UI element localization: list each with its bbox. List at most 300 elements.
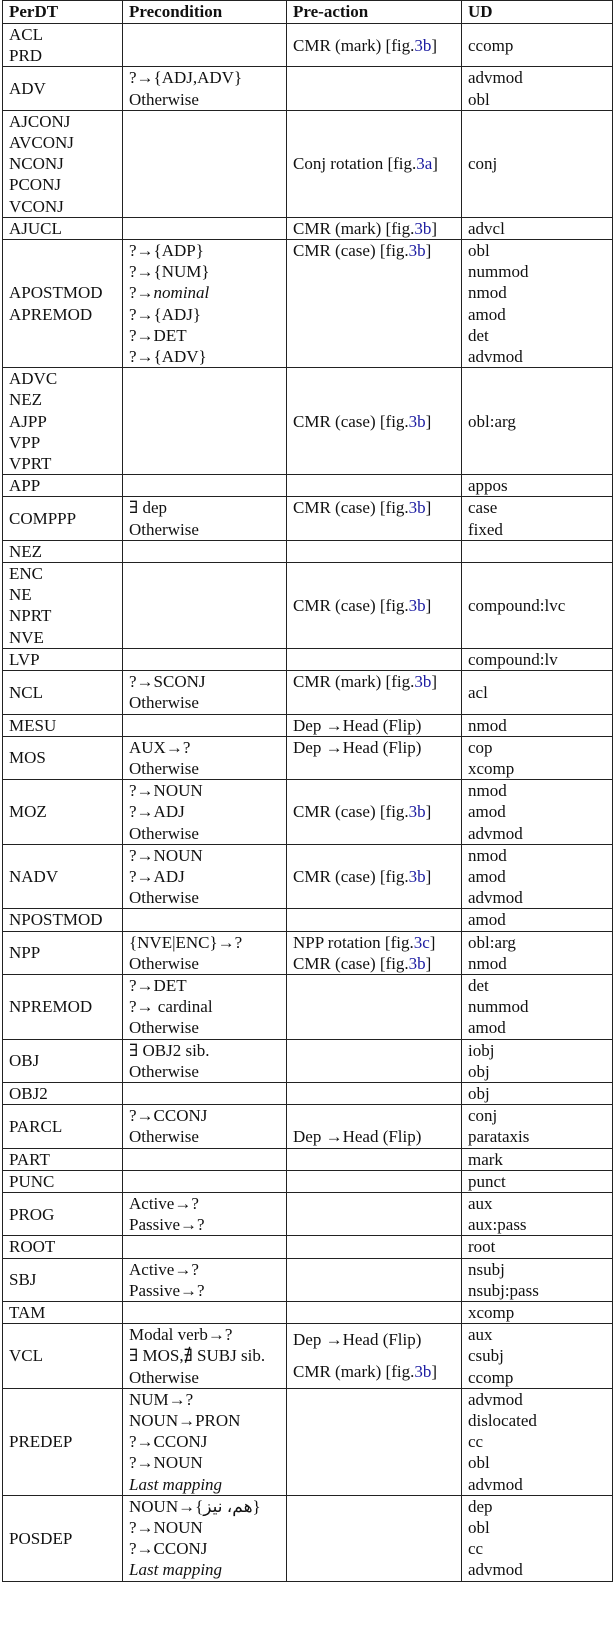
pre-action-cell-content <box>293 153 461 174</box>
figure-reference-link[interactable]: 3a <box>416 154 433 174</box>
precondition-cell-line: ∃ OBJ2 sib. <box>129 1040 210 1060</box>
precondition-cell <box>123 1192 287 1235</box>
table-row <box>3 563 613 649</box>
table-row <box>3 1324 613 1389</box>
ud-cell <box>462 1105 613 1148</box>
header-precondition: Precondition <box>123 1 287 24</box>
line-text-end: ] <box>425 802 432 822</box>
ud-cell-content <box>468 780 612 844</box>
perdt-cell-content <box>9 282 122 324</box>
table-row <box>3 1039 613 1082</box>
precondition-cell-line: ?→ADJ <box>129 802 185 822</box>
precondition-cell <box>123 1039 287 1082</box>
ud-cell <box>462 1388 613 1495</box>
pre-action-cell-line <box>293 218 461 239</box>
perdt-cell-content <box>9 541 122 562</box>
pre-action-cell <box>287 671 462 714</box>
pre-action-cell-line <box>293 1361 461 1382</box>
line-text: CMR (mark) [fig. <box>293 35 415 55</box>
precondition-cell-line: Active→? <box>129 1193 199 1213</box>
line-text-end: ] <box>429 932 436 952</box>
perdt-cell <box>3 1258 123 1301</box>
table-row <box>3 1148 613 1170</box>
ud-cell <box>462 780 613 845</box>
perdt-cell-line: NEZ <box>9 541 43 561</box>
table-row <box>3 671 613 714</box>
precondition-cell-line <box>129 1474 286 1495</box>
table-row <box>3 1388 613 1495</box>
precondition-cell <box>123 844 287 909</box>
ud-cell-line: compound:lv <box>468 649 558 669</box>
perdt-cell <box>3 1301 123 1323</box>
perdt-cell-line: ROOT <box>9 1237 56 1257</box>
pre-action-cell-line <box>293 153 461 174</box>
perdt-cell-content <box>9 218 122 239</box>
precondition-cell <box>123 648 287 670</box>
perdt-cell-line: NE <box>9 585 32 605</box>
pre-action-cell <box>287 736 462 779</box>
precondition-cell-line: {NVE|ENC}→? <box>129 932 243 952</box>
ud-cell <box>462 736 613 779</box>
line-text-end: ] <box>432 154 438 174</box>
precondition-cell <box>123 1388 287 1495</box>
ud-cell-line: ccomp <box>468 1367 514 1387</box>
perdt-cell-content <box>9 1431 122 1452</box>
perdt-cell-content <box>9 563 122 648</box>
perdt-cell <box>3 1495 123 1581</box>
perdt-cell <box>3 1039 123 1082</box>
perdt-cell <box>3 1170 123 1192</box>
precondition-cell-line: ?→SCONJ <box>129 672 206 692</box>
line-text-end: ] <box>431 1362 438 1382</box>
precondition-cell <box>123 1258 287 1301</box>
line-text: CMR (mark) [fig. <box>293 1362 415 1382</box>
ud-cell <box>462 368 613 475</box>
pre-action-cell <box>287 368 462 475</box>
ud-cell-line: nsubj <box>468 1259 505 1279</box>
table-row <box>3 1301 613 1323</box>
ud-cell-line: xcomp <box>468 1302 515 1322</box>
precondition-cell-line: Otherwise <box>129 758 199 778</box>
table-row <box>3 24 613 67</box>
table-row <box>3 909 613 931</box>
pre-action-cell-content <box>293 35 461 56</box>
ud-cell-line: appos <box>468 476 508 496</box>
ud-cell <box>462 909 613 931</box>
precondition-cell-line <box>129 282 286 303</box>
perdt-cell-line: PROG <box>9 1204 55 1224</box>
perdt-cell <box>3 931 123 974</box>
pre-action-cell <box>287 1258 462 1301</box>
ud-cell-content <box>468 1149 612 1170</box>
pre-action-cell <box>287 1388 462 1495</box>
perdt-cell-content <box>9 649 122 670</box>
ud-cell-line: obl <box>468 1518 490 1538</box>
ud-cell-line: conj <box>468 154 498 174</box>
perdt-cell <box>3 368 123 475</box>
precondition-cell-line: ?→{ADJ,ADV} <box>129 68 243 88</box>
table-row <box>3 844 613 909</box>
perdt-cell <box>3 475 123 497</box>
table-row <box>3 110 613 217</box>
table-row <box>3 648 613 670</box>
ud-cell <box>462 1495 613 1581</box>
ud-cell-content <box>468 1236 612 1257</box>
table-row <box>3 1105 613 1148</box>
precondition-cell <box>123 1301 287 1323</box>
figure-reference-link[interactable]: 3b <box>408 411 426 431</box>
line-text-end: ] <box>425 595 432 615</box>
line-text: CMR (mark) [fig. <box>293 218 415 238</box>
perdt-cell-line: VCONJ <box>9 196 64 216</box>
header-perdt: PerDT <box>3 1 123 24</box>
pre-action-cell-line <box>293 411 461 432</box>
ud-cell-content <box>468 35 612 56</box>
figure-reference-link[interactable]: 3b <box>408 595 426 615</box>
ud-cell-line: fixed <box>468 519 503 539</box>
italic-text: Last mapping <box>129 1560 223 1580</box>
perdt-cell <box>3 844 123 909</box>
precondition-cell-line: ?→ cardinal <box>129 997 213 1017</box>
precondition-cell <box>123 736 287 779</box>
precondition-cell-content <box>129 1259 286 1301</box>
ud-cell-line: aux <box>468 1193 493 1213</box>
ud-cell-content <box>468 475 612 496</box>
ud-cell <box>462 1258 613 1301</box>
ud-cell-line: det <box>468 325 489 345</box>
ud-cell-content <box>468 595 612 616</box>
perdt-cell <box>3 67 123 110</box>
perdt-cell-content <box>9 1345 122 1366</box>
perdt-cell <box>3 1192 123 1235</box>
ud-cell-line: parataxis <box>468 1127 530 1147</box>
ud-cell-content <box>468 715 612 736</box>
perdt-cell-line: APREMOD <box>9 304 93 324</box>
precondition-cell <box>123 24 287 67</box>
pre-action-cell-line: Dep →Head (Flip) <box>293 715 422 735</box>
precondition-cell-line: ?→NOUN <box>129 1453 203 1473</box>
figure-reference-link[interactable]: 3b <box>408 866 426 886</box>
ud-cell-content <box>468 1496 612 1581</box>
ud-cell <box>462 540 613 562</box>
precondition-cell-content <box>129 780 286 844</box>
ud-cell-line: nummod <box>468 262 529 282</box>
pre-action-cell-content <box>293 240 461 261</box>
perdt-cell-line: MOZ <box>9 802 47 822</box>
ud-cell <box>462 240 613 368</box>
precondition-cell-line: ∃ MOS,∄ SUBJ sib. <box>129 1346 266 1366</box>
ud-cell-content <box>468 1389 612 1495</box>
pre-action-cell <box>287 217 462 239</box>
precondition-cell-content <box>129 845 286 909</box>
precondition-cell-line: ?→DET <box>129 975 187 995</box>
line-text: NPP rotation [fig. <box>293 932 414 952</box>
ud-cell-line: obl:arg <box>468 932 516 952</box>
perdt-cell-line: ACL <box>9 25 43 44</box>
precondition-cell-line: Otherwise <box>129 1127 199 1147</box>
pre-action-cell-line <box>293 240 461 261</box>
perdt-cell-line: AVCONJ <box>9 133 74 153</box>
perdt-cell-content <box>9 1149 122 1170</box>
line-text-end: ] <box>425 411 432 431</box>
ud-cell-content <box>468 1083 612 1104</box>
pre-action-cell-content <box>293 1324 461 1388</box>
precondition-cell <box>123 475 287 497</box>
perdt-cell-line: VCL <box>9 1346 43 1366</box>
table-row <box>3 1236 613 1258</box>
perdt-cell-line: PUNC <box>9 1171 55 1191</box>
ud-cell-content <box>468 240 612 367</box>
precondition-cell <box>123 540 287 562</box>
perdt-cell-line: OBJ <box>9 1051 40 1071</box>
ud-cell-content <box>468 153 612 174</box>
precondition-cell <box>123 1236 287 1258</box>
precondition-cell-content <box>129 975 286 1039</box>
precondition-cell-content <box>129 932 286 974</box>
precondition-cell-content <box>129 1496 286 1581</box>
precondition-cell-line: ?→ADJ <box>129 866 185 886</box>
ud-cell-line: obj <box>468 1083 490 1103</box>
pre-action-cell-content <box>293 801 461 822</box>
ud-cell-line: dislocated <box>468 1411 537 1430</box>
ud-cell-line: cop <box>468 737 493 757</box>
precondition-cell-content <box>129 737 286 779</box>
precondition-cell-content <box>129 1193 286 1235</box>
ud-cell-line: mark <box>468 1149 503 1169</box>
perdt-cell-content <box>9 1171 122 1192</box>
header-pre-action: Pre-action <box>287 1 462 24</box>
pre-action-cell-line: Dep →Head (Flip) <box>293 1127 422 1147</box>
ud-cell-content <box>468 1324 612 1388</box>
pre-action-cell-line <box>293 595 461 616</box>
perdt-cell-line: NVE <box>9 627 44 647</box>
table-row <box>3 780 613 845</box>
perdt-cell-content <box>9 715 122 736</box>
precondition-cell <box>123 240 287 368</box>
precondition-cell-line: Passive→? <box>129 1280 205 1300</box>
figure-reference-link[interactable]: 3b <box>408 802 426 822</box>
perdt-cell-line: NADV <box>9 866 59 886</box>
ud-cell <box>462 24 613 67</box>
pre-action-cell <box>287 24 462 67</box>
ud-cell-line: nmod <box>468 715 507 735</box>
precondition-cell-line: Otherwise <box>129 953 199 973</box>
precondition-cell-content <box>129 1040 286 1082</box>
ud-cell <box>462 1170 613 1192</box>
perdt-cell <box>3 1388 123 1495</box>
ud-cell-line: obl <box>468 1453 490 1473</box>
ud-cell-content <box>468 411 612 432</box>
perdt-cell <box>3 497 123 540</box>
precondition-cell-content <box>129 497 286 539</box>
line-text: CMR (case) [fig. <box>293 411 409 431</box>
pre-action-cell-line <box>293 866 461 887</box>
ud-cell-line: amod <box>468 910 506 930</box>
precondition-cell <box>123 563 287 649</box>
perdt-cell-line: NEZ <box>9 390 43 410</box>
figure-reference-link[interactable]: 3b <box>408 498 426 518</box>
pre-action-cell-content <box>293 866 461 887</box>
precondition-cell-line: Passive→? <box>129 1215 205 1235</box>
pre-action-cell-content <box>293 737 461 758</box>
figure-reference-link[interactable]: 3c <box>413 932 430 952</box>
pre-action-cell <box>287 1192 462 1235</box>
perdt-cell-content <box>9 1528 122 1549</box>
pre-action-cell-line <box>293 671 461 692</box>
perdt-cell-content <box>9 1204 122 1225</box>
precondition-cell <box>123 1105 287 1148</box>
perdt-cell <box>3 780 123 845</box>
figure-reference-link[interactable]: 3b <box>414 218 432 238</box>
perdt-cell-content <box>9 996 122 1017</box>
precondition-cell-line: Otherwise <box>129 693 199 713</box>
precondition-cell-line: Otherwise <box>129 1018 199 1038</box>
perdt-cell-content <box>9 111 122 217</box>
ud-cell <box>462 1301 613 1323</box>
table-row <box>3 540 613 562</box>
perdt-cell-content <box>9 368 122 474</box>
perdt-cell-line: POSDEP <box>9 1528 73 1548</box>
pre-action-cell <box>287 1082 462 1104</box>
ud-cell-content <box>468 682 612 703</box>
perdt-ud-mapping-table <box>2 0 613 1582</box>
ud-cell-content <box>468 1302 612 1323</box>
table-row <box>3 217 613 239</box>
ud-cell-line: advmod <box>468 347 523 367</box>
figure-reference-link[interactable]: 3b <box>414 1362 432 1382</box>
line-text: CMR (case) [fig. <box>293 866 409 886</box>
precondition-cell <box>123 110 287 217</box>
ud-cell-content <box>468 975 612 1039</box>
ud-cell-line: amod <box>468 802 506 822</box>
line-text: CMR (case) [fig. <box>293 498 409 518</box>
line-text-end: ] <box>425 498 432 518</box>
perdt-cell-line: LVP <box>9 649 40 669</box>
ud-cell <box>462 110 613 217</box>
precondition-cell-line: ?→{NUM} <box>129 262 210 282</box>
figure-reference-link[interactable]: 3b <box>408 241 426 261</box>
pre-action-cell-content <box>293 497 461 518</box>
precondition-cell <box>123 974 287 1039</box>
pre-action-cell <box>287 497 462 540</box>
table-row <box>3 1170 613 1192</box>
ud-cell-line: nsubj:pass <box>468 1280 539 1300</box>
ud-cell <box>462 1192 613 1235</box>
precondition-cell-line: NOUN→{هم، نیز} <box>129 1496 261 1516</box>
perdt-cell <box>3 24 123 67</box>
precondition-cell-line: ?→CCONJ <box>129 1539 208 1559</box>
precondition-cell-content <box>129 67 286 109</box>
figure-reference-link[interactable]: 3b <box>414 35 432 55</box>
precondition-cell-line: Otherwise <box>129 89 199 109</box>
perdt-cell-line: NPOSTMOD <box>9 910 103 930</box>
precondition-cell-line: ?→NOUN <box>129 845 203 865</box>
ud-cell <box>462 497 613 540</box>
precondition-cell-line: ?→CCONJ <box>129 1432 208 1452</box>
perdt-cell <box>3 648 123 670</box>
perdt-cell-content <box>9 475 122 496</box>
ud-cell-content <box>468 1040 612 1082</box>
pre-action-cell <box>287 780 462 845</box>
perdt-cell-content <box>9 1116 122 1137</box>
perdt-cell-line: APOSTMOD <box>9 283 103 303</box>
perdt-cell-line: SBJ <box>9 1270 37 1290</box>
perdt-cell <box>3 217 123 239</box>
italic-text: nominal <box>153 283 210 303</box>
perdt-cell <box>3 909 123 931</box>
figure-reference-link[interactable]: 3b <box>414 672 432 692</box>
precondition-cell <box>123 1148 287 1170</box>
precondition-cell-content <box>129 1324 286 1388</box>
pre-action-cell <box>287 844 462 909</box>
line-text: ?→ <box>129 283 154 303</box>
ud-cell-line: obl <box>468 241 490 261</box>
precondition-cell <box>123 368 287 475</box>
ud-cell-line: nmod <box>468 283 507 303</box>
perdt-cell-line: APP <box>9 476 41 496</box>
ud-cell-line: amod <box>468 1018 506 1038</box>
pre-action-cell <box>287 1039 462 1082</box>
table-row <box>3 368 613 475</box>
table-row <box>3 1258 613 1301</box>
ud-cell-line: obl:arg <box>468 411 516 431</box>
pre-action-cell <box>287 714 462 736</box>
perdt-cell-content <box>9 1236 122 1257</box>
perdt-cell-line: PRD <box>9 46 43 66</box>
figure-reference-link[interactable]: 3b <box>408 953 426 973</box>
precondition-cell <box>123 1170 287 1192</box>
ud-cell <box>462 1148 613 1170</box>
precondition-cell-line <box>129 1559 286 1580</box>
line-text-end: ] <box>425 241 432 261</box>
ud-cell-line: obl <box>468 89 490 109</box>
pre-action-cell <box>287 540 462 562</box>
line-text: CMR (case) [fig. <box>293 802 409 822</box>
precondition-cell-line: ?→{ADP} <box>129 241 204 261</box>
ud-cell-line: advmod <box>468 1389 523 1409</box>
precondition-cell <box>123 217 287 239</box>
perdt-cell-line: NPREMOD <box>9 997 93 1017</box>
perdt-cell-content <box>9 866 122 887</box>
precondition-cell-line: NOUN→PRON <box>129 1411 241 1430</box>
header-row <box>3 1 613 24</box>
table-row <box>3 736 613 779</box>
ud-cell <box>462 67 613 110</box>
perdt-cell-line: MOS <box>9 748 46 768</box>
header-ud: UD <box>462 1 613 24</box>
perdt-cell-content <box>9 747 122 768</box>
perdt-cell-line: NCL <box>9 682 43 702</box>
perdt-cell-line: VPRT <box>9 454 52 474</box>
perdt-cell-content <box>9 1083 122 1104</box>
perdt-cell-content <box>9 24 122 66</box>
ud-cell-line: amod <box>468 304 506 324</box>
line-text: CMR (mark) [fig. <box>293 672 415 692</box>
ud-cell-line: cc <box>468 1539 484 1559</box>
perdt-cell-line: NPRT <box>9 606 52 626</box>
precondition-cell-line: Modal verb→? <box>129 1325 233 1345</box>
pre-action-cell <box>287 931 462 974</box>
ud-cell-line: ccomp <box>468 35 514 55</box>
perdt-cell-line: PCONJ <box>9 175 61 195</box>
line-text-end: ] <box>425 953 432 973</box>
ud-cell-line: compound:lvc <box>468 595 566 615</box>
pre-action-cell <box>287 909 462 931</box>
pre-action-cell-content <box>293 1105 461 1147</box>
precondition-cell-line: ?→DET <box>129 325 187 345</box>
precondition-cell-line: ∃ dep <box>129 498 168 518</box>
ud-cell-content <box>468 497 612 539</box>
